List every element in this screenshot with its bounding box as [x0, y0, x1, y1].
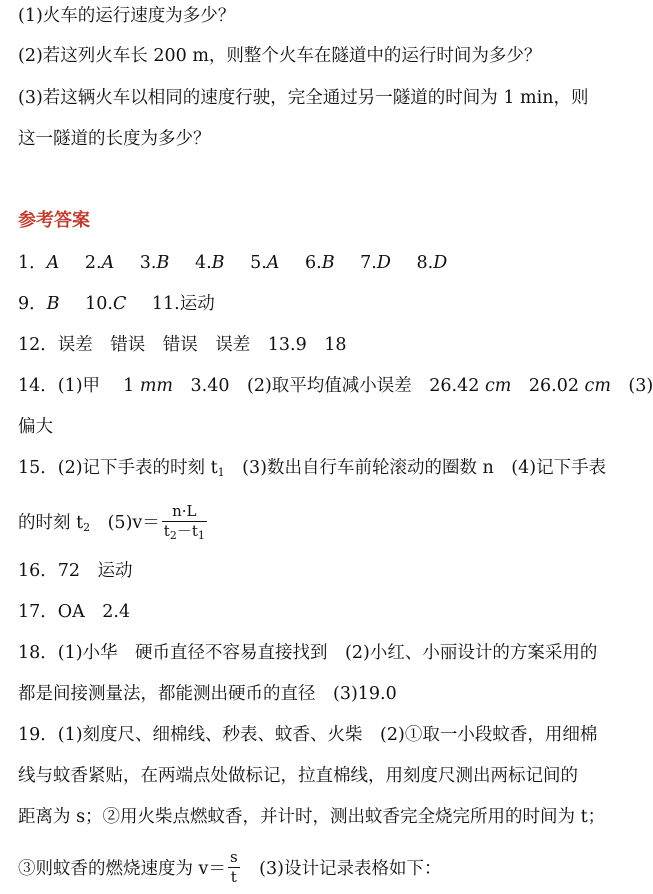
speed-fraction: $\frac{n\cdot L}{t_2-t_1}$: [163, 502, 205, 542]
answer-19-line-2: 线与蚊香紧贴，在两端点处做标记，拉直棉线，用刻度尺测出两标记间的: [18, 766, 578, 786]
answer-15-line-1: 15．(2)记下手表的时刻 t1 (3)数出自行车前轮滚动的圈数 n (4)记下手表: [18, 458, 607, 479]
answer-19-line-4: ③则蚊香的燃烧速度为 v＝ $\frac{s}{t}$ (3)设计记录表格如下：: [18, 848, 442, 886]
answer-1-8: 1．A 2.A 3.B 4.B 5.A 6.B 7.D 8.D: [18, 253, 448, 273]
question-1: (1)火车的运行速度为多少？: [18, 6, 236, 26]
answer-9-11: 9．B 10.C 11.运动: [18, 294, 215, 314]
answer-14-line-2: 偏大: [18, 417, 53, 437]
answer-15-line-2: 的时刻 t2 (5)v＝ $\frac{n\cdot L}{t_2-t_1}$: [18, 502, 205, 542]
question-3-line-2: 这一隧道的长度为多少？: [18, 129, 211, 149]
answer-18-line-2: 都是间接测量法，都能测出硬币的直径 (3)19.0: [18, 684, 397, 704]
answers-heading: 参考答案: [18, 210, 90, 231]
answer-17: 17．OA 2.4: [18, 602, 131, 622]
answer-12-13: 12．误差 错误 错误 误差 13.9 18: [18, 335, 347, 355]
answer-16: 16．72 运动: [18, 561, 133, 581]
answer-19-line-1: 19．(1)刻度尺、细棉线、秒表、蚊香、火柴 (2)①取一小段蚊香，用细棉: [18, 725, 598, 745]
burn-speed-fraction: $\frac{s}{t}$: [229, 848, 238, 886]
answer-14-line-1: 14．(1)甲 1 mm 3.40 (2)取平均值减小误差 26.42 cm 26.02 cm (3): [18, 376, 653, 396]
answer-19-line-3: 距离为 s；②用火柴点燃蚊香，并计时，测出蚊香完全烧完所用的时间为 t；: [18, 807, 606, 827]
question-2: (2)若这列火车长 200 m，则整个火车在隧道中的运行时间为多少？: [18, 46, 542, 66]
answer-18-line-1: 18．(1)小华 硬币直径不容易直接找到 (2)小红、小丽设计的方案采用的: [18, 643, 598, 663]
question-3-line-1: (3)若这辆火车以相同的速度行驶，完全通过另一隧道的时间为 1 min，则: [18, 88, 589, 108]
